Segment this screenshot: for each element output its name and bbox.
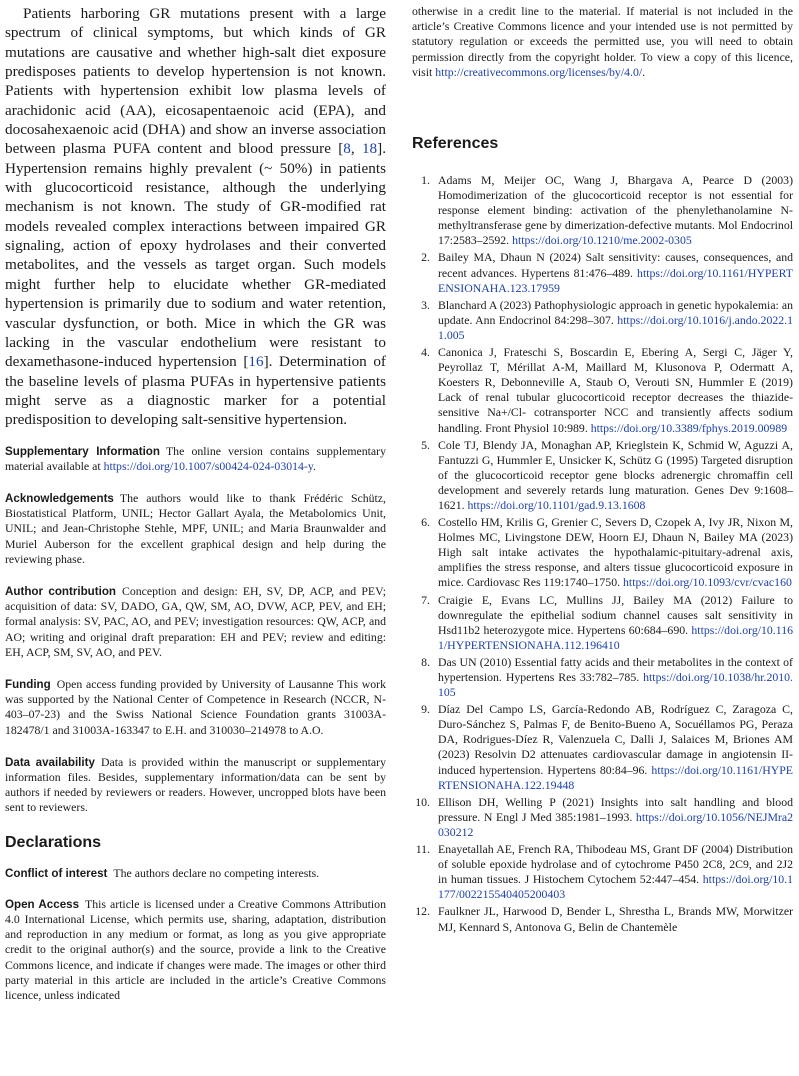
reference-text: Enayetallah AE, French RA, Thibodeau MS, Grant DF (2004) Distribution of soluble epoxide hydrolase and of cytochrome P450 2C8, 2C9, and 2J2 in human tissues. J Histochem Cytochem 52:447–454. https://doi.org/10.1177/002215540405200403 [438,842,793,902]
reference-item [412,173,793,248]
citation-link-18[interactable]: 18 [361,140,378,158]
reference-text: Costello HM, Krilis G, Grenier C, Severs D, Czopek A, Ivy JR, Nixon M, Holmes MC, Livingstone DEW, Hoorn EJ, Dhaun N, Bailey MA (2023) High salt intake activates the hypothalamic-pituitary-adrenal axis, amplifies the stress response, and alters tissue glucocorticoid exposure in mice. Cardiovasc Res 119:1740–1750. https://doi.org/10.1093/cvr/cvac160 [438,515,793,590]
reference-number: 10. [415,794,430,809]
conflict-of-interest: Conflict of interest The authors declare no competing interests. [5,865,320,880]
right-column [412,0,793,935]
reference-number: 9. [421,702,430,717]
body-paragraph: Patients harboring GR mutations present with a large spectrum of clinical symptoms, but which kinds of GR mutations are causative and whether high-salt diet exposure predisposes patients to develop hypertension is not known. Patients with hypertension exhibit low plasma levels of arachidonic acid (AA), eicosapentaenoic acid (EPA), and docosahexaenoic acid (DHA) and show an inverse association between plasma PUFA content and blood pressure [8, 18]. Hypertension remains highly prevalent (~ 50%) in patients with glucocorticoid resistance, although the underlying mechanism is not known. The study of GR-modified rat models revealed complex interactions between impaired GR signaling, action of epoxy hydrolases and their converted metabolites, and the vessels as target organ. Such models might further help to elucidate whether GR-mediated hypertension is primarily due to sodium and water retention, vascular dysfunction, or both. Mice in which the GR was lacking in the vascular endothelium were resistant to dexamethasone-induced hypertension [16]. Determination of the baseline levels of plasma PUFAs in hypertensive patients might serve as a diagnostic marker for a potential predisposition to developing salt-sensitive hypertension. [5,5,386,429]
supplementary-link[interactable]: https://doi.org/10.1007/s00424-024-03014-y [103,458,313,473]
reference-text: Cole TJ, Blendy JA, Monaghan AP, Krieglstein K, Schmid W, Aguzzi A, Fantuzzi G, Hummler E, Unsicker K, Schütz G (1995) Targeted disruption of the glucocorticoid receptor gene blocks adrenergic chromaffin cell development and severely retards lung maturation. Genes Dev 9:1608–1621. https://doi.org/10.1101/gad.9.13.1608 [438,437,793,512]
supplementary-label: Supplementary Information [5,444,160,458]
reference-number: 11. [415,842,430,857]
citation-link-8[interactable]: 8 [343,140,351,158]
reference-item [412,702,793,793]
reference-item [412,795,793,840]
reference-text: Bailey MA, Dhaun N (2024) Salt sensitivity: causes, consequences, and recent advances. Hypertens 81:476–489. https://doi.org/10.1161/HYPERTENSIONAHA.123.17959 [438,250,793,295]
reference-number: 2. [421,250,430,265]
reference-text: Faulkner JL, Harwood D, Bender L, Shrestha L, Brands MW, Morwitzer MJ, Kennard S, Antonova G, Belin de Chantemèle [438,904,793,934]
reference-doi-link[interactable]: https://doi.org/10.1056/NEJMra2030212 [438,809,793,839]
reference-number: 1. [421,173,430,188]
reference-text: Canonica J, Frateschi S, Boscardin E, Ebering A, Sergi C, Jäger Y, Peyrollaz T, Mérillat A-M, Maillard M, Klusonova P, Odermatt A, Koesters R, Debonneville A, Staub O, Verouti SN, Hummler E (2019) Lack of renal tubular glucocorticoid receptor decreases the thiazide-sensitive Na+/Cl- cotransporter NCC and transiently affects sodium handling. Front Physiol 10:989. https://doi.org/10.3389/fphys.2019.00989 [438,345,793,435]
reference-text: Blanchard A (2023) Pathophysiologic approach in genetic hypokalemia: an update. Ann Endocrinol 84:298–307. https://doi.org/10.1016/j.ando.2022.11.005 [438,297,793,342]
reference-item [412,904,793,934]
open-access-label: Open Access [5,897,80,911]
references-heading: References [412,135,499,153]
reference-doi-link[interactable]: https://doi.org/10.1161/HYPERTENSIONAHA.122.19448 [438,762,793,792]
declarations-heading: Declarations [5,833,102,851]
open-access: Open Access This article is licensed under a Creative Commons Attribution 4.0 International License, which permits use, sharing, adaptation, distribution and reproduction in any medium or format, as long as you give appropriate credit to the original author(s) and the source, provide a link to the Creative Commons licence, and indicate if changes were made. The images or other third party material in this article are included in the article’s Creative Commons licence, unless indicated [5,896,386,1003]
data-availability-label: Data availability [5,755,95,769]
reference-doi-link[interactable]: https://doi.org/10.1161/HYPERTENSIONAHA.112.196410 [438,622,793,652]
data-availability: Data availability Data is provided within the manuscript or supplementary information files. Besides, supplementary information/data can be sent by authors if needed by reviewers or readers. However, uncropped blots have been sent to reviewers. [5,754,386,815]
reference-doi-link[interactable]: https://doi.org/10.1101/gad.9.13.1608 [467,497,646,512]
reference-doi-link[interactable]: https://doi.org/10.1161/HYPERTENSIONAHA.123.17959 [438,265,793,295]
reference-number: 5. [421,437,430,452]
reference-doi-link[interactable]: https://doi.org/10.1210/me.2002-0305 [512,233,692,248]
reference-text: Das UN (2010) Essential fatty acids and their metabolites in the context of hypertension. Hypertens Res 33:782–785. https://doi.org/10.1038/hr.2010.105 [438,654,793,700]
reference-item [412,655,793,700]
author-contribution: Author contribution Conception and design: EH, SV, DP, ACP, and PEV; acquisition of data: SV, DADO, GA, QW, SM, AO, DVW, ACP, PEV, and EH; formal analysis: SV, PAC, AO, and PEV; investigation resources: QW, ACP, and AO; writing and original draft preparation: EH and PEV; review and editing: EH, ACP, SM, SV, AO, and PEV. [5,583,387,659]
reference-item [412,515,793,590]
reference-item [412,298,793,343]
reference-number: 6. [421,515,430,530]
funding: Funding Open access funding provided by University of Lausanne This work was supported by the National Center of Competence in Research (NCCR, N-403–07-23) and the Swiss National Science Foundation grants 31003A-182478/1 and 31003A-163347 to E.H. and 310030–214978 to A.O. [5,677,386,737]
reference-doi-link[interactable]: https://doi.org/10.1093/cvr/cvac160 [623,575,792,590]
reference-item [412,345,793,436]
reference-doi-link[interactable]: https://doi.org/10.1016/j.ando.2022.11.005 [438,312,793,342]
acknowledgements-label: Acknowledgements [5,491,114,505]
reference-item [412,438,793,513]
reference-text: Adams M, Meijer OC, Wang J, Bhargava A, Pearce D (2003) Homodimerization of the glucocorticoid receptor is not essential for response element binding: activation of the phenylethanolamine N-methyltransferase gene by dimerization-defective mutants. Mol Endocrinol 17:2583–2592. https://doi.org/10.1210/me.2002-0305 [438,173,793,248]
conflict-label: Conflict of interest [5,866,108,880]
reference-number: 12. [415,904,430,919]
reference-item [412,593,793,653]
reference-number: 7. [421,592,430,607]
reference-list [412,173,793,935]
reference-item [412,842,793,902]
acknowledgements: Acknowledgements The authors would like to thank Frédéric Schütz, Biostatistical Platform, UNIL; Hector Gallart Ayala, the Metabolomics Unit, UNIL; and Jean-Christophe Stehle, MPF, UNIL; and Maria Braunwalder and Muriel Auberson for the excellent graphical design and help during the reviewing phase. [5,490,386,566]
reference-number: 8. [421,654,430,669]
reference-text: Díaz Del Campo LS, García-Redondo AB, Rodríguez C, Zaragoza C, Duro-Sánchez S, Palmas F, de Benito-Bueno A, Socuéllamos PG, Peraza DA, Rodrigues-Díez R, Valenzuela C, Dalli J, Salaices M, Briones AM (2023) Resolvin D2 attenuates cardiovascular damage in angiotensin II-induced hypertension. Hypertens 80:84–96. https://doi.org/10.1161/HYPERTENSIONAHA.122.19448 [438,702,793,792]
left-column [5,0,386,1003]
author-contribution-label: Author contribution [5,584,116,598]
citation-link-16[interactable]: 16 [248,353,264,371]
reference-text: Craigie E, Evans LC, Mullins JJ, Bailey MA (2012) Failure to downregulate the epithelial sodium channel causes salt sensitivity in Hsd11b2 heterozygote mice. Hypertens 60:684–690. https://doi.org/10.1161/HYPERTENSIONAHA.112.196410 [438,592,793,652]
reference-doi-link[interactable]: https://doi.org/10.3389/fphys.2019.00989 [590,420,788,435]
reference-item [412,250,793,295]
reference-doi-link[interactable]: https://doi.org/10.1177/002215540405200403 [438,872,793,902]
reference-number: 4. [421,345,430,360]
reference-text: Ellison DH, Welling P (2021) Insights into salt handling and blood pressure. N Engl J Med 385:1981–1993. https://doi.org/10.1056/NEJMra2030212 [438,794,793,839]
open-access-continued: otherwise in a credit line to the material. If material is not included in the article’s Creative Commons licence and your intended use is not permitted by statutory regulation or exceeds the permitted use, you will need to obtain permission directly from the copyright holder. To view a copy of this licence, visit http://creativecommons.org/licenses/by/4.0/. [412,4,793,79]
supplementary-information: Supplementary Information The online version contains supplementary material available at https://doi.org/10.1007/s00424-024-03014-y. [5,443,386,473]
funding-label: Funding [5,678,51,691]
licence-link[interactable]: http://creativecommons.org/licenses/by/4.0/ [435,64,643,79]
reference-doi-link[interactable]: https://doi.org/10.1038/hr.2010.105 [438,670,793,700]
reference-number: 3. [421,297,430,312]
